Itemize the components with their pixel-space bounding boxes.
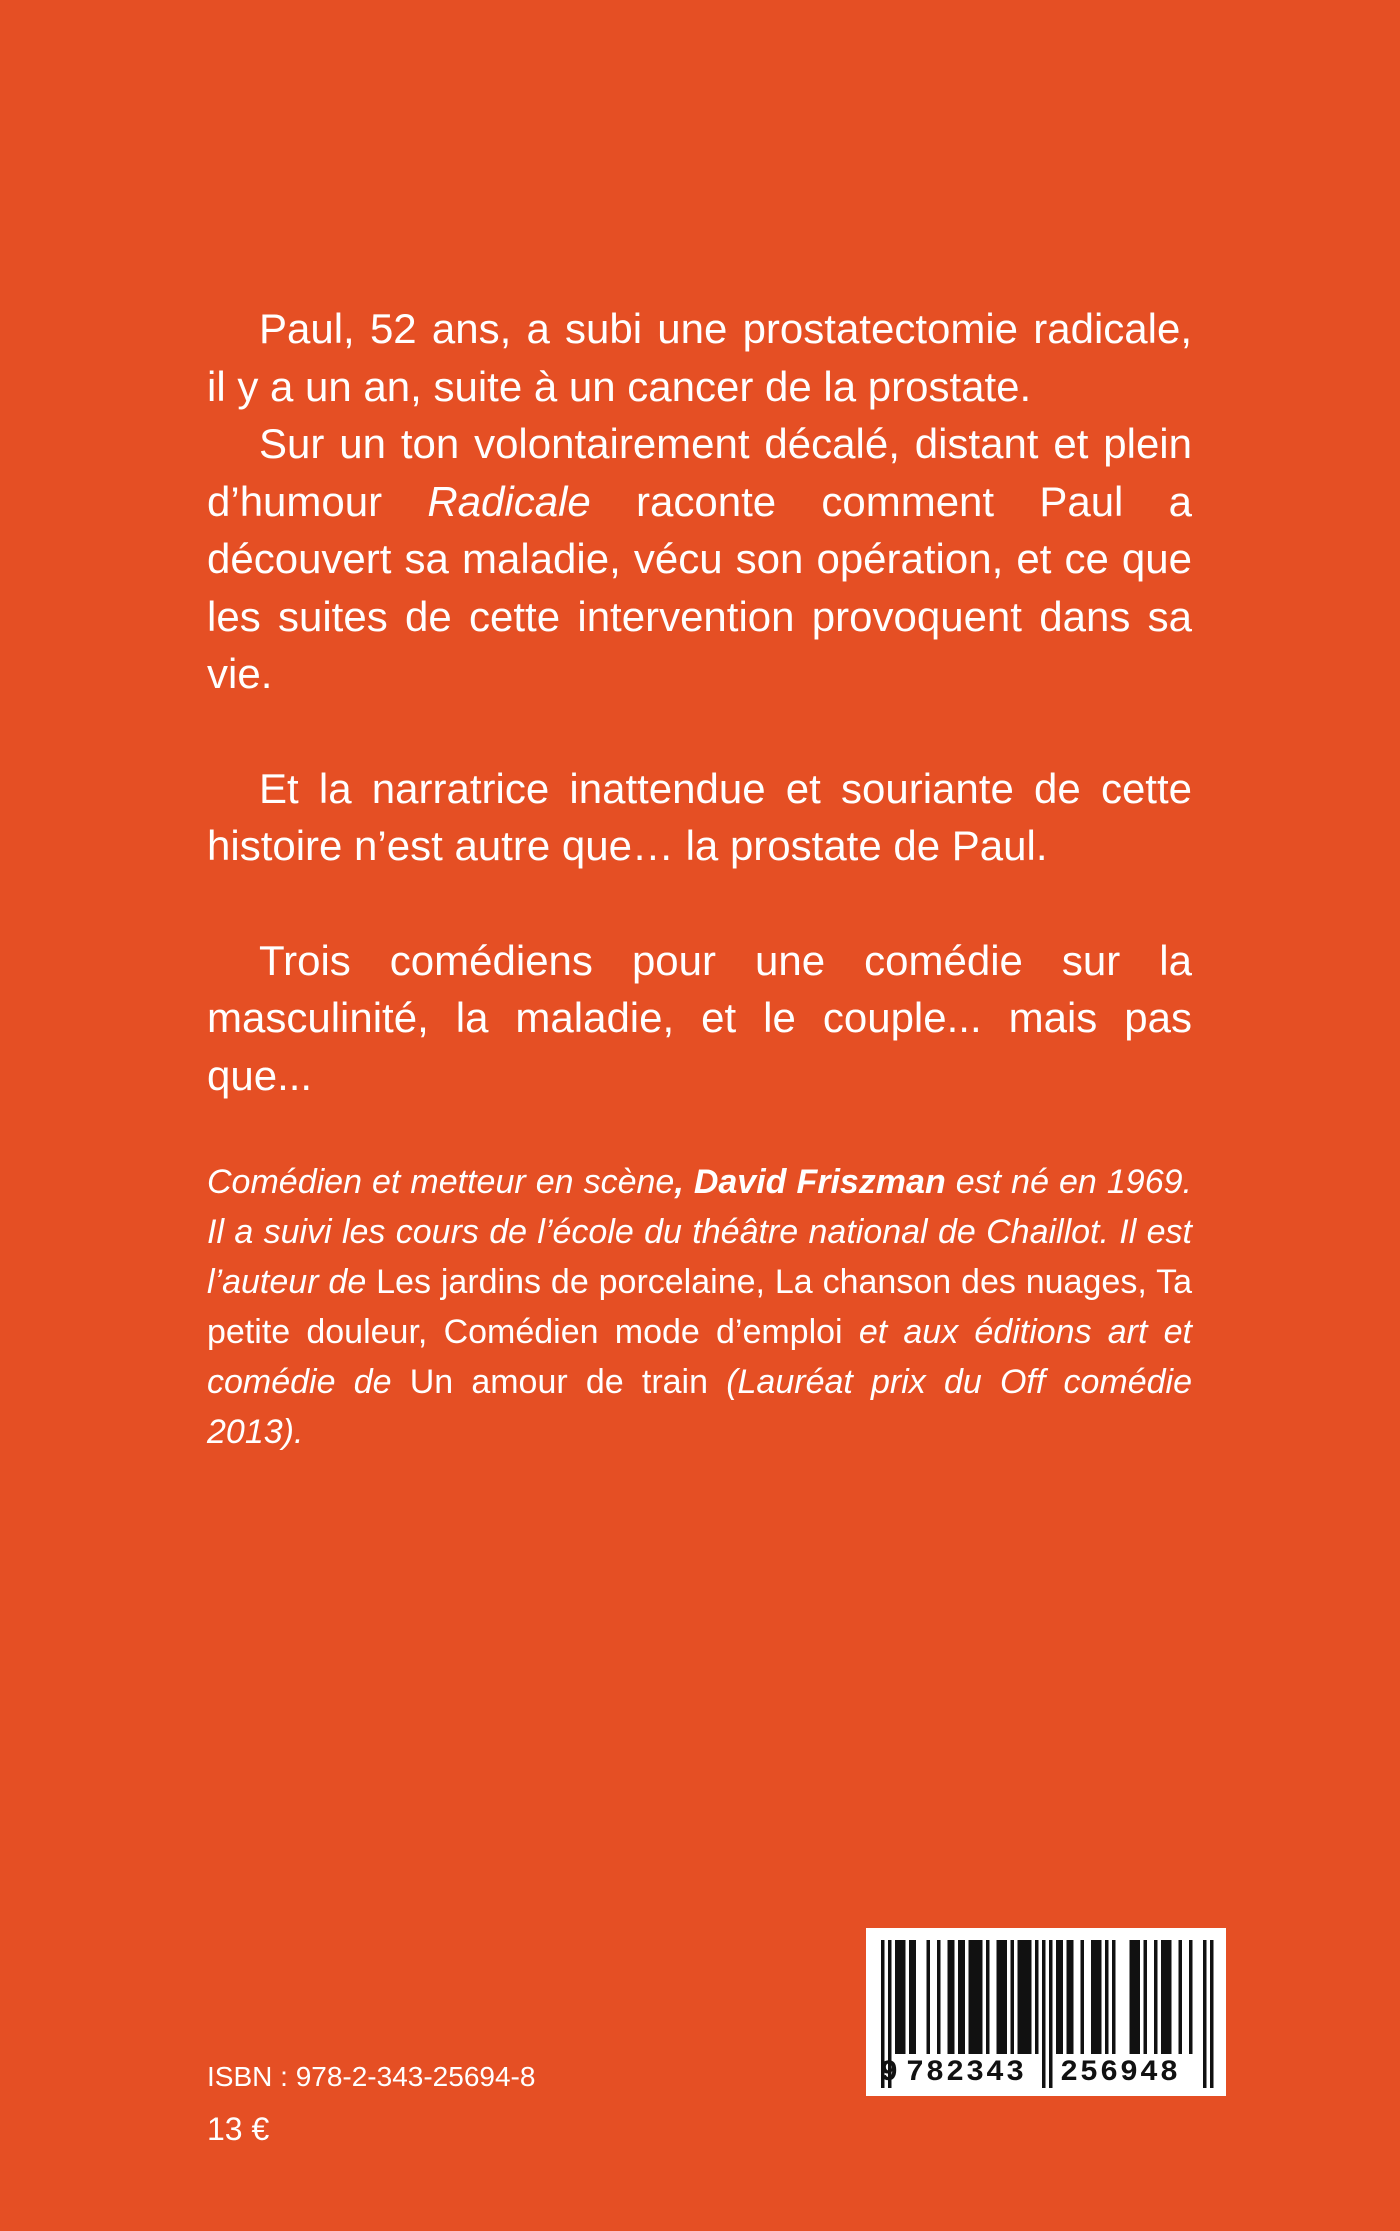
barcode-bar (958, 1940, 962, 2054)
barcode-bar (1070, 1940, 1074, 2054)
barcode-bar (1081, 1940, 1085, 2054)
barcode-bar (1091, 1940, 1095, 2054)
barcode-bar (1004, 1940, 1008, 2054)
barcode-bar (1179, 1940, 1183, 2054)
author-name: , David Friszman (674, 1163, 946, 1201)
barcode-bar (1035, 1940, 1039, 2054)
barcode-first-digit: 9 (880, 2056, 901, 2090)
work-title: Comédien mode d’emploi (443, 1313, 843, 1351)
barcode-bar (1133, 1940, 1137, 2054)
barcode-bar (986, 1940, 990, 2054)
barcode-bar (899, 1940, 903, 2054)
barcode-bar (1130, 1940, 1134, 2054)
isbn-text: ISBN : 978-2-343-25694-8 (207, 2061, 536, 2092)
barcode-bar (1165, 1940, 1169, 2054)
barcode-digits (876, 2055, 1218, 2091)
work-title: Les jardins de porcelaine (376, 1263, 756, 1301)
barcode-bar (909, 1940, 913, 2054)
barcode-bar (1018, 1940, 1022, 2054)
synopsis-paragraph-2: Sur un ton volontairement décalé, distant et plein d’humour Radicale raconte comment Paul a découvert sa maladie, vécu son opération, et ce que les suites de cette intervention provoquent dans sa vie. (207, 420, 1192, 697)
barcode-bar (951, 1940, 955, 2054)
barcode-bar (1011, 1940, 1015, 2054)
barcode-left-digits: 782343 (906, 2056, 1027, 2090)
barcode-bar (1060, 1940, 1064, 2054)
barcode-bar (1168, 1940, 1172, 2054)
barcode-bar (1028, 1940, 1032, 2054)
synopsis-paragraph-1: Paul, 52 ans, a subi une prostatectomie radicale, il y a un an, suite à un cancer de la prostate. (207, 305, 1192, 410)
synopsis (207, 300, 1192, 1104)
work-title: Un amour de train (409, 1363, 709, 1401)
barcode-bar (1137, 1940, 1141, 2054)
barcode-bar (1025, 1940, 1029, 2054)
barcode-right-digits: 256948 (1060, 2056, 1181, 2090)
barcode-bar (969, 1940, 973, 2054)
barcode-bar (997, 1940, 1001, 2054)
synopsis-paragraph-3: Et la narratrice inattendue et souriante de cette histoire n’est autre que… la prostate de Paul. (207, 764, 1192, 869)
barcode-bar (1067, 1940, 1071, 2054)
barcode-bar (1112, 1940, 1116, 2054)
work-title: Ta petite douleur (207, 1263, 1192, 1351)
barcode-bar (1154, 1940, 1158, 2054)
barcode-bar (962, 1940, 966, 2054)
barcode-bar (895, 1940, 899, 2054)
barcode-bar (976, 1940, 980, 2054)
barcode-bar (1095, 1940, 1099, 2054)
barcode-bar (1000, 1940, 1004, 2054)
barcode-bar (948, 1940, 952, 2054)
price-text: 13 € (207, 2111, 270, 2147)
barcode-bar (927, 1940, 931, 2054)
barcode-bar (902, 1940, 906, 2054)
author-bio (207, 1157, 1192, 1457)
barcode-bar (972, 1940, 976, 2054)
barcode-bar (979, 1940, 983, 2054)
play-title: Radicale (427, 477, 591, 525)
barcode-bar (937, 1940, 941, 2054)
synopsis-paragraph-4: Trois comédiens pour une comédie sur la masculinité, la maladie, et le couple... mais pas que... (207, 936, 1192, 1099)
barcode-bar (1144, 1940, 1148, 2054)
author-bio-paragraph: Comédien et metteur en scène, David Friszman est né en 1969. Il a suivi les cours de l’école du théâtre national de Chaillot. Il est l’auteur de Les jardins de porcelaine, La chanson des nuages, Ta petite douleur, Comédien mode d’emploi et aux éditions art et comédie de Un amour de train (Lauréat prix du Off comédie 2013). (207, 1163, 1192, 1451)
barcode-bar (913, 1940, 917, 2054)
barcode-bar (1189, 1940, 1193, 2054)
barcode-bar (1105, 1940, 1109, 2054)
barcode-bar (1161, 1940, 1165, 2054)
barcode-bar (1098, 1940, 1102, 2054)
barcode-bar (1056, 1940, 1060, 2054)
work-title: La chanson des nuages (774, 1263, 1138, 1301)
barcode-bar (1021, 1940, 1025, 2054)
barcode (866, 1928, 1226, 2096)
